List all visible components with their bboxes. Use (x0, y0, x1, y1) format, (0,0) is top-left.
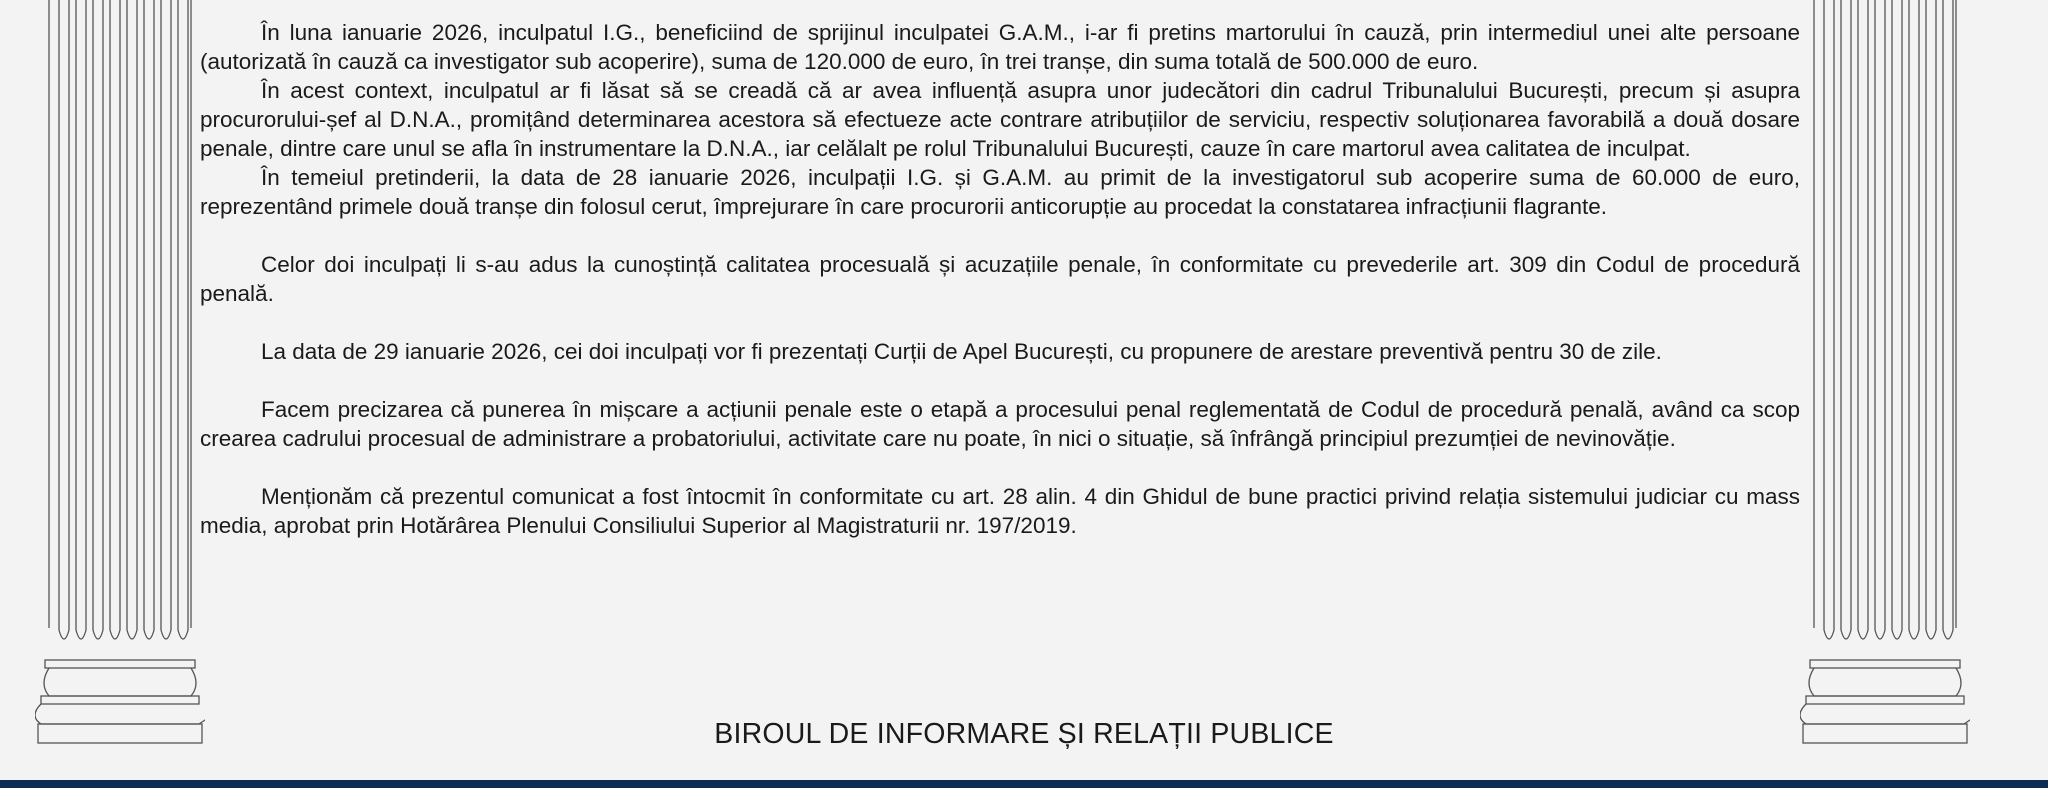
paragraph-arrest-proposal: La data de 29 ianuarie 2026, cei doi inculpați vor fi prezentați Curții de Apel București, cu propunere de arestare preventivă pentru 30 de zile. (261, 339, 1662, 364)
signature-office: BIROUL DE INFORMARE ȘI RELAȚII PUBLICE (714, 718, 1334, 750)
paragraph-charges: Celor doi inculpați li s-au adus la cunoștință calitatea procesuală și acuzațiile penale, în conformitate cu prevederile art. 309 din Codul de procedură penală. (200, 252, 1800, 306)
right-column-icon (1800, 0, 1970, 745)
paragraph-flagrante: În temeiul pretinderii, la data de 28 ianuarie 2026, inculpații I.G. și G.A.M. au primit de la investigatorul sub acoperire suma de 60.000 de euro, reprezentând primele două tranșe din folosul cerut, împrejurare în care procurorii anticorupție au procedat la constatarea infracțiunii flagrante. (200, 165, 1800, 219)
paragraph-solicitation: În luna ianuarie 2026, inculpatul I.G., beneficiind de sprijinul inculpatei G.A.M., i-ar fi pretins martorului în cauză, prin intermediul unei alte persoane (autorizată în cauză ca investigator sub acoperire), suma de 120.000 de euro, în trei tranșe, din suma totală de 500.000 de euro. (200, 20, 1800, 74)
footer-bar (0, 780, 2048, 788)
press-release-body (200, 18, 1800, 540)
paragraph-presumption: Facem precizarea că punerea în mișcare a acțiunii penale este o etapă a procesului penal reglementată de Codul de procedură penală, având ca scop crearea cadrului procesual de administrare a probatoriului, activitate care nu poate, în nici o situație, să înfrângă principiul prezumției de nevinovăție. (200, 397, 1800, 451)
paragraph-influence: În acest context, inculpatul ar fi lăsat să se creadă că ar avea influență asupra unor judecători din cadrul Tribunalului București, precum și asupra procurorului-șef al D.N.A., promițând determinarea acestora să efectueze acte contrare atribuțiilor de serviciu, respectiv soluționarea favorabilă a două dosare penale, dintre care unul se afla în instrumentare la D.N.A., iar celălalt pe rolul Tribunalului București, cauze în care martorul avea calitatea de inculpat. (200, 78, 1800, 161)
left-column-icon (35, 0, 205, 745)
paragraph-disclaimer: Menționăm că prezentul comunicat a fost întocmit în conformitate cu art. 28 alin. 4 din Ghidul de bune practici privind relația sistemului judiciar cu mass media, aprobat prin Hotărârea Plenului Consiliului Superior al Magistraturii nr. 197/2019. (200, 484, 1800, 538)
